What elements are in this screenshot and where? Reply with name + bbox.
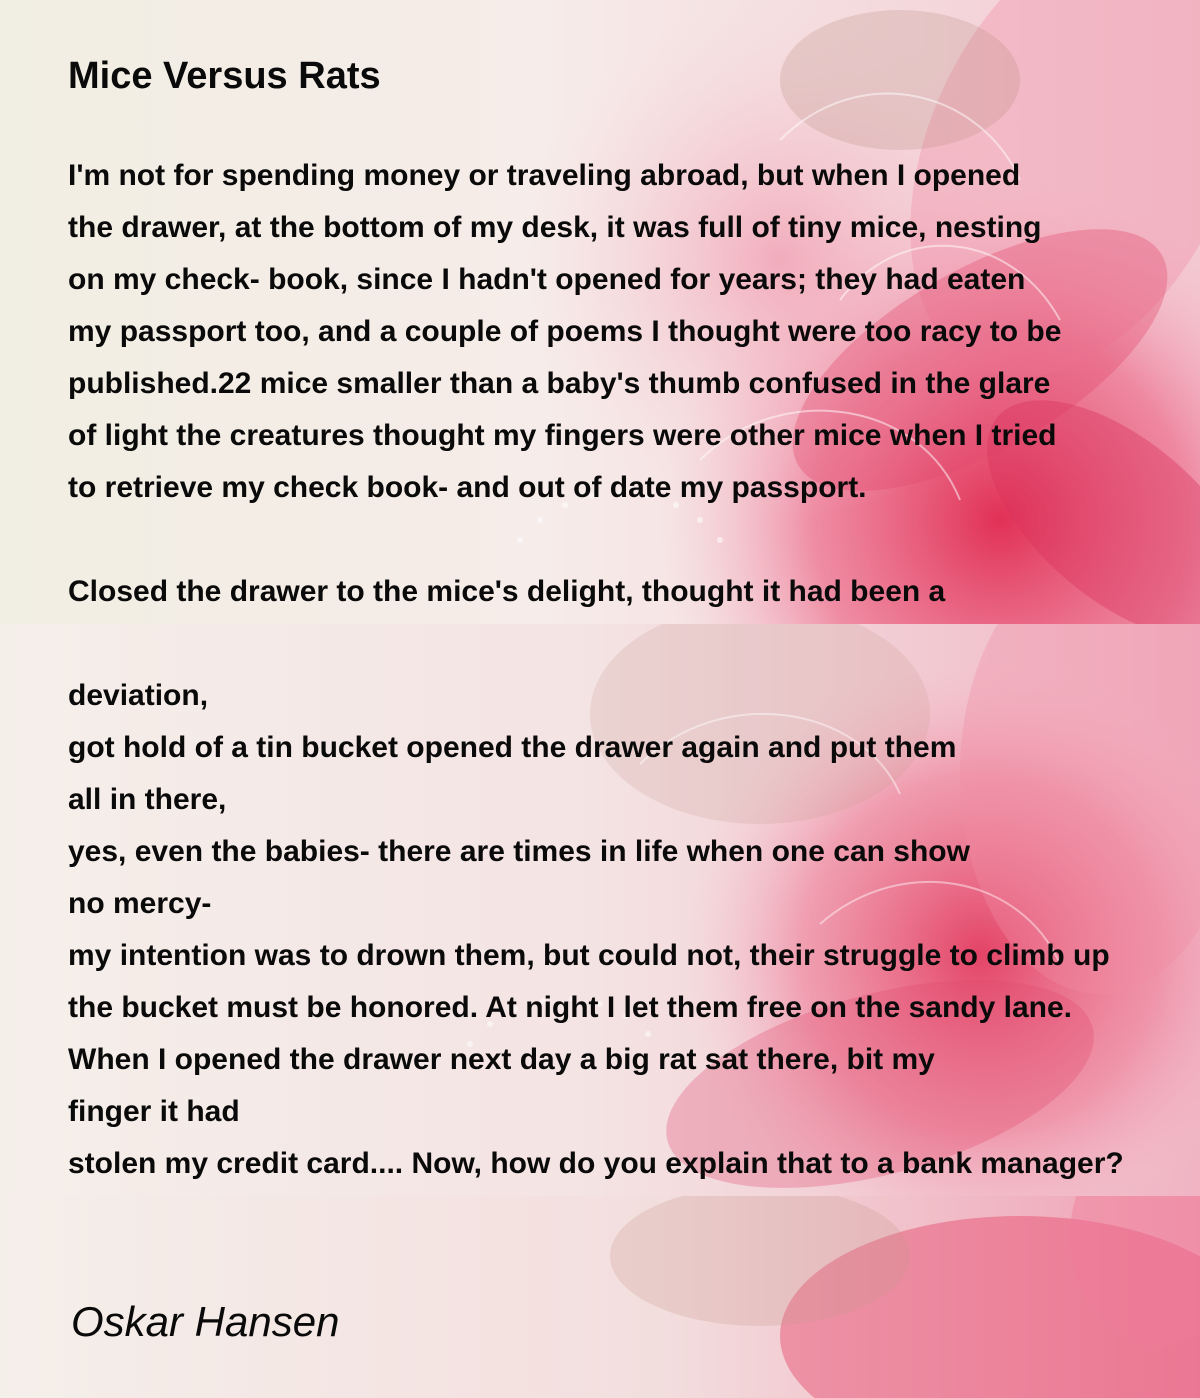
poem-blank-line: [68, 618, 1124, 670]
poem-line: my intention was to drown them, but could not, their struggle to climb up: [68, 939, 1110, 972]
poem-line: of light the creatures thought my fingers were other mice when I tried: [68, 419, 1057, 452]
poem-line: my passport too, and a couple of poems I thought were too racy to be: [68, 315, 1062, 348]
poem-blank-line: [68, 514, 1124, 566]
poem-line: When I opened the drawer next day a big rat sat there, bit my: [68, 1043, 935, 1076]
poem-line: stolen my credit card.... Now, how do you explain that to a bank manager?: [68, 1147, 1124, 1180]
poem-line: on my check- book, since I hadn't opened for years; they had eaten: [68, 263, 1026, 296]
poem-line: all in there,: [68, 783, 227, 816]
poem-title: Mice Versus Rats: [68, 55, 381, 97]
poem-line: I'm not for spending money or traveling abroad, but when I opened: [68, 159, 1021, 192]
poem-line: no mercy-: [68, 887, 212, 920]
poem-line: yes, even the babies- there are times in life when one can show: [68, 835, 970, 868]
poem-line: deviation,: [68, 679, 209, 712]
poem-line: Closed the drawer to the mice's delight, thought it had been a: [68, 575, 946, 608]
poem-line: the drawer, at the bottom of my desk, it was full of tiny mice, nesting: [68, 211, 1042, 244]
poem-author: Oskar Hansen: [71, 1298, 340, 1345]
poem-line: to retrieve my check book- and out of date my passport.: [68, 471, 867, 504]
poem-line: published.22 mice smaller than a baby's thumb confused in the glare: [68, 367, 1051, 400]
poem-line: got hold of a tin bucket opened the drawer again and put them: [68, 731, 957, 764]
poem-body: [68, 150, 1124, 1190]
poem-line: finger it had: [68, 1095, 240, 1128]
poem-line: the bucket must be honored. At night I let them free on the sandy lane.: [68, 991, 1073, 1024]
